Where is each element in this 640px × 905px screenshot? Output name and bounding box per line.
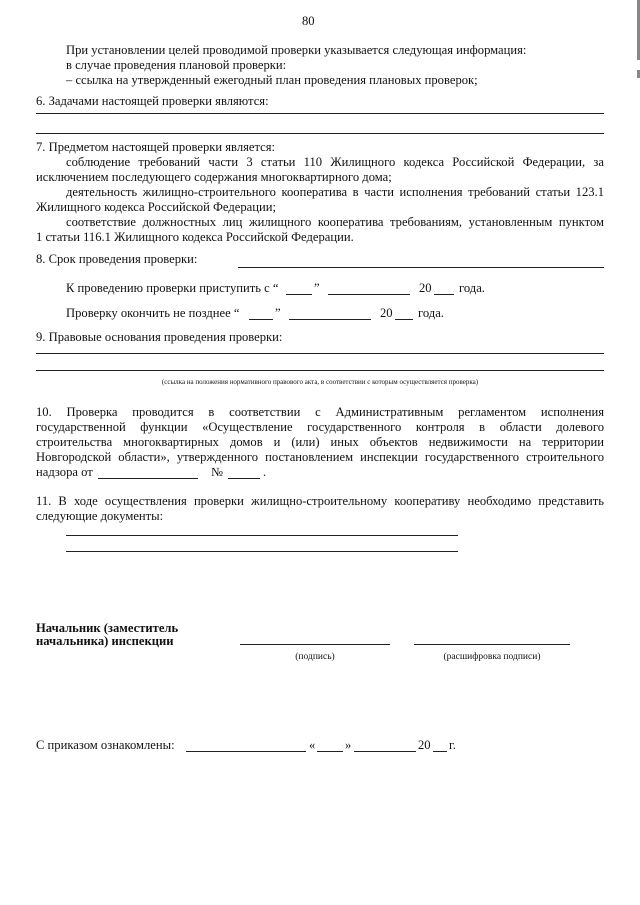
- intro-line: в случае проведения плановой проверки:: [66, 58, 287, 72]
- date-blank: [98, 478, 198, 479]
- intro-line: – ссылка на утвержденный ежегодный план проведения плановых проверок;: [66, 73, 478, 87]
- fill-line: [36, 353, 604, 354]
- end-year: 20: [380, 306, 393, 320]
- signature-line: [240, 644, 390, 645]
- decoding-line: [414, 644, 570, 645]
- signatory-title: Начальник (заместитель: [36, 621, 179, 635]
- fill-line: [36, 133, 604, 134]
- day-blank: [249, 319, 273, 320]
- year-blank: [433, 751, 447, 752]
- fill-line: [238, 267, 604, 268]
- signature-caption: (подпись): [295, 652, 335, 662]
- fill-line: [36, 113, 604, 114]
- year-blank: [434, 294, 454, 295]
- month-blank: [289, 319, 371, 320]
- section-10-text: Новгородской области», утвержденного постановлением инспекции государственного строительного: [36, 450, 604, 464]
- section-10-text: государственной функции «Осуществление государственного контроля в области долевого: [36, 420, 604, 434]
- period-mark: .: [263, 465, 267, 479]
- section-10-text: 10. Проверка проводится в соответствии с Административным регламентом исполнения: [36, 405, 604, 419]
- fill-line: [36, 370, 604, 371]
- quote-mark: «: [309, 738, 316, 752]
- month-blank: [328, 294, 410, 295]
- acknowledgement-label: С приказом ознакомлены:: [36, 738, 175, 752]
- day-blank: [286, 294, 312, 295]
- section-7-text: соответствие должностных лиц жилищного кооператива требованиям, установленным пунктом: [66, 215, 604, 229]
- section-9-label: 9. Правовые основания проведения проверки:: [36, 330, 283, 344]
- year-prefix: 20: [418, 738, 431, 752]
- fill-line: [66, 535, 458, 536]
- section-7-text: соблюдение требований части 3 статьи 110 Жилищного кодекса Российской Федерации, за: [66, 155, 604, 169]
- section-11-text: следующие документы:: [36, 509, 164, 523]
- section-7-text: деятельность жилищно-строительного кооператива в части исполнения требований статьи 123.1: [66, 185, 604, 199]
- section-7-heading: 7. Предметом настоящей проверки является:: [36, 140, 276, 154]
- start-year: 20: [419, 281, 432, 295]
- quote-mark: ”: [275, 306, 281, 320]
- section-10-text: строительства многоквартирных домов и (или) иных объектов недвижимости на территории: [36, 435, 604, 449]
- page-number: 80: [302, 14, 315, 28]
- end-date-prefix: Проверку окончить не позднее “: [66, 306, 240, 320]
- quote-mark: ”: [314, 281, 320, 295]
- intro-line: При установлении целей проводимой проверки указывается следующая информация:: [66, 43, 527, 57]
- section-6-label: 6. Задачами настоящей проверки являются:: [36, 94, 269, 108]
- legal-basis-caption: (ссылка на положения нормативного правового акта, в соответствии с которым осуществляется проверка): [161, 378, 479, 386]
- year-suffix: г.: [449, 738, 456, 752]
- name-blank: [186, 751, 306, 752]
- month-blank: [354, 751, 416, 752]
- section-10-text: надзора от: [36, 465, 93, 479]
- start-year-suffix: года.: [459, 281, 485, 295]
- number-sign: №: [211, 465, 224, 479]
- quote-mark: »: [345, 738, 352, 752]
- decoding-caption: (расшифровка подписи): [443, 652, 541, 662]
- section-7-text: исключением последующего содержания многоквартирного дома;: [36, 170, 392, 184]
- fill-line: [66, 551, 458, 552]
- year-blank: [395, 319, 413, 320]
- start-date-prefix: К проведению проверки приступить с “: [66, 281, 279, 295]
- section-11-text: 11. В ходе осуществления проверки жилищно-строительному кооперативу необходимо представить: [36, 494, 604, 508]
- end-year-suffix: года.: [418, 306, 444, 320]
- signatory-title: начальника) инспекции: [36, 634, 174, 648]
- section-7-text: Жилищного кодекса Российской Федерации;: [36, 200, 276, 214]
- section-7-text: 1 статьи 116.1 Жилищного кодекса Российской Федерации.: [36, 230, 354, 244]
- day-blank: [317, 751, 343, 752]
- section-8-label: 8. Срок проведения проверки:: [36, 252, 198, 266]
- number-blank: [228, 478, 260, 479]
